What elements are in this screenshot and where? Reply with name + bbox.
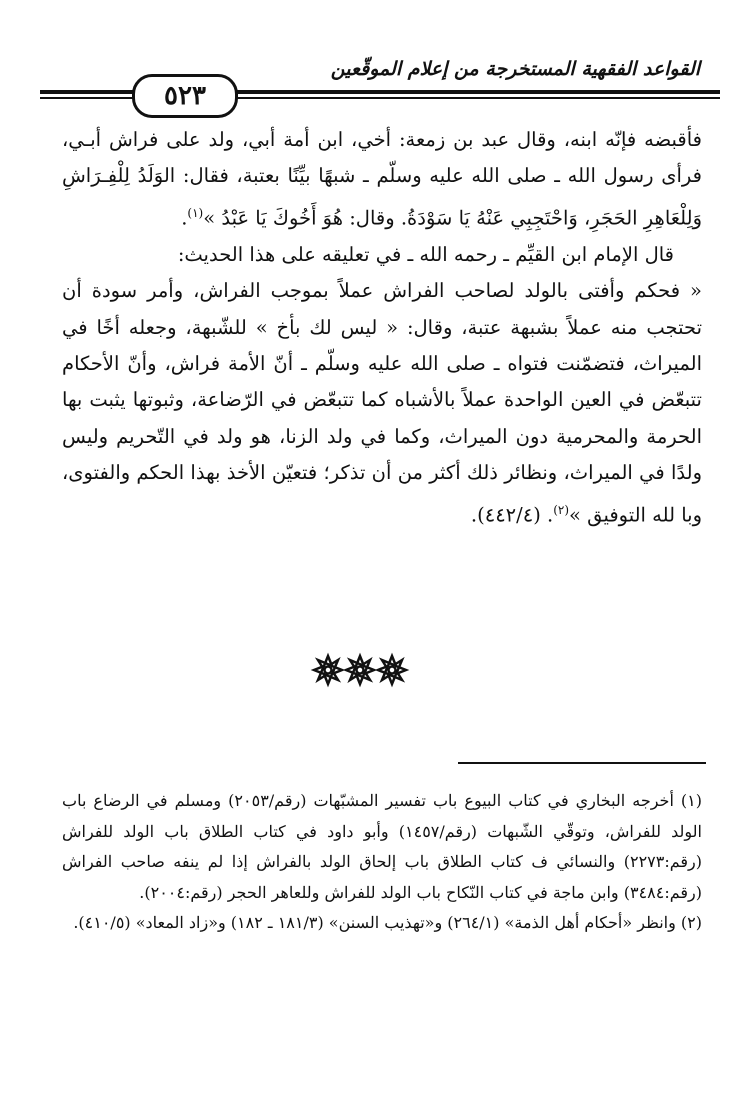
running-title: القواعد الفقهية المستخرجة من إعلام الموقّعين [330,58,700,80]
page-number: ٥٢٣ [164,81,206,111]
quote-text: « فحكم وأفتى بالولد لصاحب الفراش عملاً بموجب الفراش، وأمر سودة أن تحتجب منه عملاً بشبهة عتبة، وقال: « ليس لك بأخ » للشّبهة، وجعله أخًا في الميراث، فتضمّنت فتواه ـ صلى الله عليه وسلّم ـ أنّ الأمة فراش، وأنّ الأحكام تتبعّض في العين الواحدة عملاً بالأشباه كما تتبعّض في الرّضاعة، وثبوتها يثبت بها الحرمة والمحرمية دون الميراث، وكما في ولد الزنا، هو ولد في التّحريم وليس ولدًا في الميراث، ونظائر ذلك أكثر من أن تذكر؛ فتعيّن الأخذ بهذا الحكم والفتوى، وبا لله التوفيق » [62,279,702,527]
footnote-mark-2: (٢) [553,502,570,517]
triple-star-ornament-icon [310,650,410,690]
page-number-badge [132,74,238,118]
footnote-separator [458,762,706,764]
star-ornament-icon [346,656,374,684]
footnote-mark-1: (١) [187,205,204,220]
quote-reference: (٤٤٢/٤). [470,503,541,527]
hadith-text: فأقبضه فإنّه ابنه، وقال عبد بن زمعة: أخي، ابن أمة أبي، ولد على فراش أبـي، فرأى رسول الله ـ صلى الله عليه وسلّم ـ شبهًا بيِّنًا بعتبة، فقال: الوَلَدُ لِلْفِـرَاشِ وَلِلْعَاهِرِ الحَجَرِ، وَاحْتَجِبِي عَنْهُ يَا سَوْدَةُ. وقال: هُوَ أَخُوكَ يَا عَبْدُ » [62,128,702,230]
main-text [62,122,702,533]
page-header [40,50,720,120]
paragraph-quote: « فحكم وأفتى بالولد لصاحب الفراش عملاً بموجب الفراش، وأمر سودة أن تحتجب منه عملاً بشبهة عتبة، وقال: « ليس لك بأخ » للشّبهة، وجعله أخًا في الميراث، فتضمّنت فتواه ـ صلى الله عليه وسلّم ـ أنّ الأمة فراش، وأنّ الأحكام تتبعّض في العين الواحدة عملاً بالأشباه كما تتبعّض في الرّضاعة، وثبوتها يثبت بها الحرمة والمحرمية دون الميراث، وكما في ولد الزنا، هو ولد في التّحريم وليس ولدًا في الميراث، ونظائر ذلك أكثر من أن تذكر؛ فتعيّن الأخذ بهذا الحكم والفتوى، وبا لله التوفيق »$^{(٢)}$. (٤٤٢/٤). [62,279,702,527]
footnote-1: (١) أخرجه البخاري في كتاب البيوع باب تفسير المشبّهات (رقم/٢٠٥٣) ومسلم في الرضاع باب الولد للفراش، وتوقّي الشّبهات (رقم/١٤٥٧) وأبو داود في كتاب الطلاق باب الولد للفراش (رقم:٢٢٧٣) والنسائي ف كتاب الطلاق باب إلحاق الولد بالفراش إذا لم ينفه صاحب الفراش (رقم:٣٤٨٤) وابن ماجة في كتاب النّكاح باب الولد للفراش وللعاهر الحجر (رقم:٢٠٠٤). [62,791,702,902]
footnote-2: (٢) وانظر «أحكام أهل الذمة» (٢٦٤/١) و«تهذيب السنن» (١٨١/٣ ـ ١٨٢) و«زاد المعاد» (٤١٠/٥). [73,913,702,933]
star-ornament-icon [314,656,342,684]
paragraph-intro: قال الإمام ابن القيِّم ـ رحمه الله ـ في تعليقه على هذا الحديث: [177,242,674,266]
paragraph-hadith: فأقبضه فإنّه ابنه، وقال عبد بن زمعة: أخي، ابن أمة أبي، ولد على فراش أبـي، فرأى رسول الله ـ صلى الله عليه وسلّم ـ شبهًا بيِّنًا بعتبة، فقال: الوَلَدُ لِلْفِـرَاشِ وَلِلْعَاهِرِ الحَجَرِ، وَاحْتَجِبِي عَنْهُ يَا سَوْدَةُ. وقال: هُوَ أَخُوكَ يَا عَبْدُ »$^{(١)}$. [62,128,702,230]
star-ornament-icon [378,656,406,684]
footnotes [62,786,702,939]
